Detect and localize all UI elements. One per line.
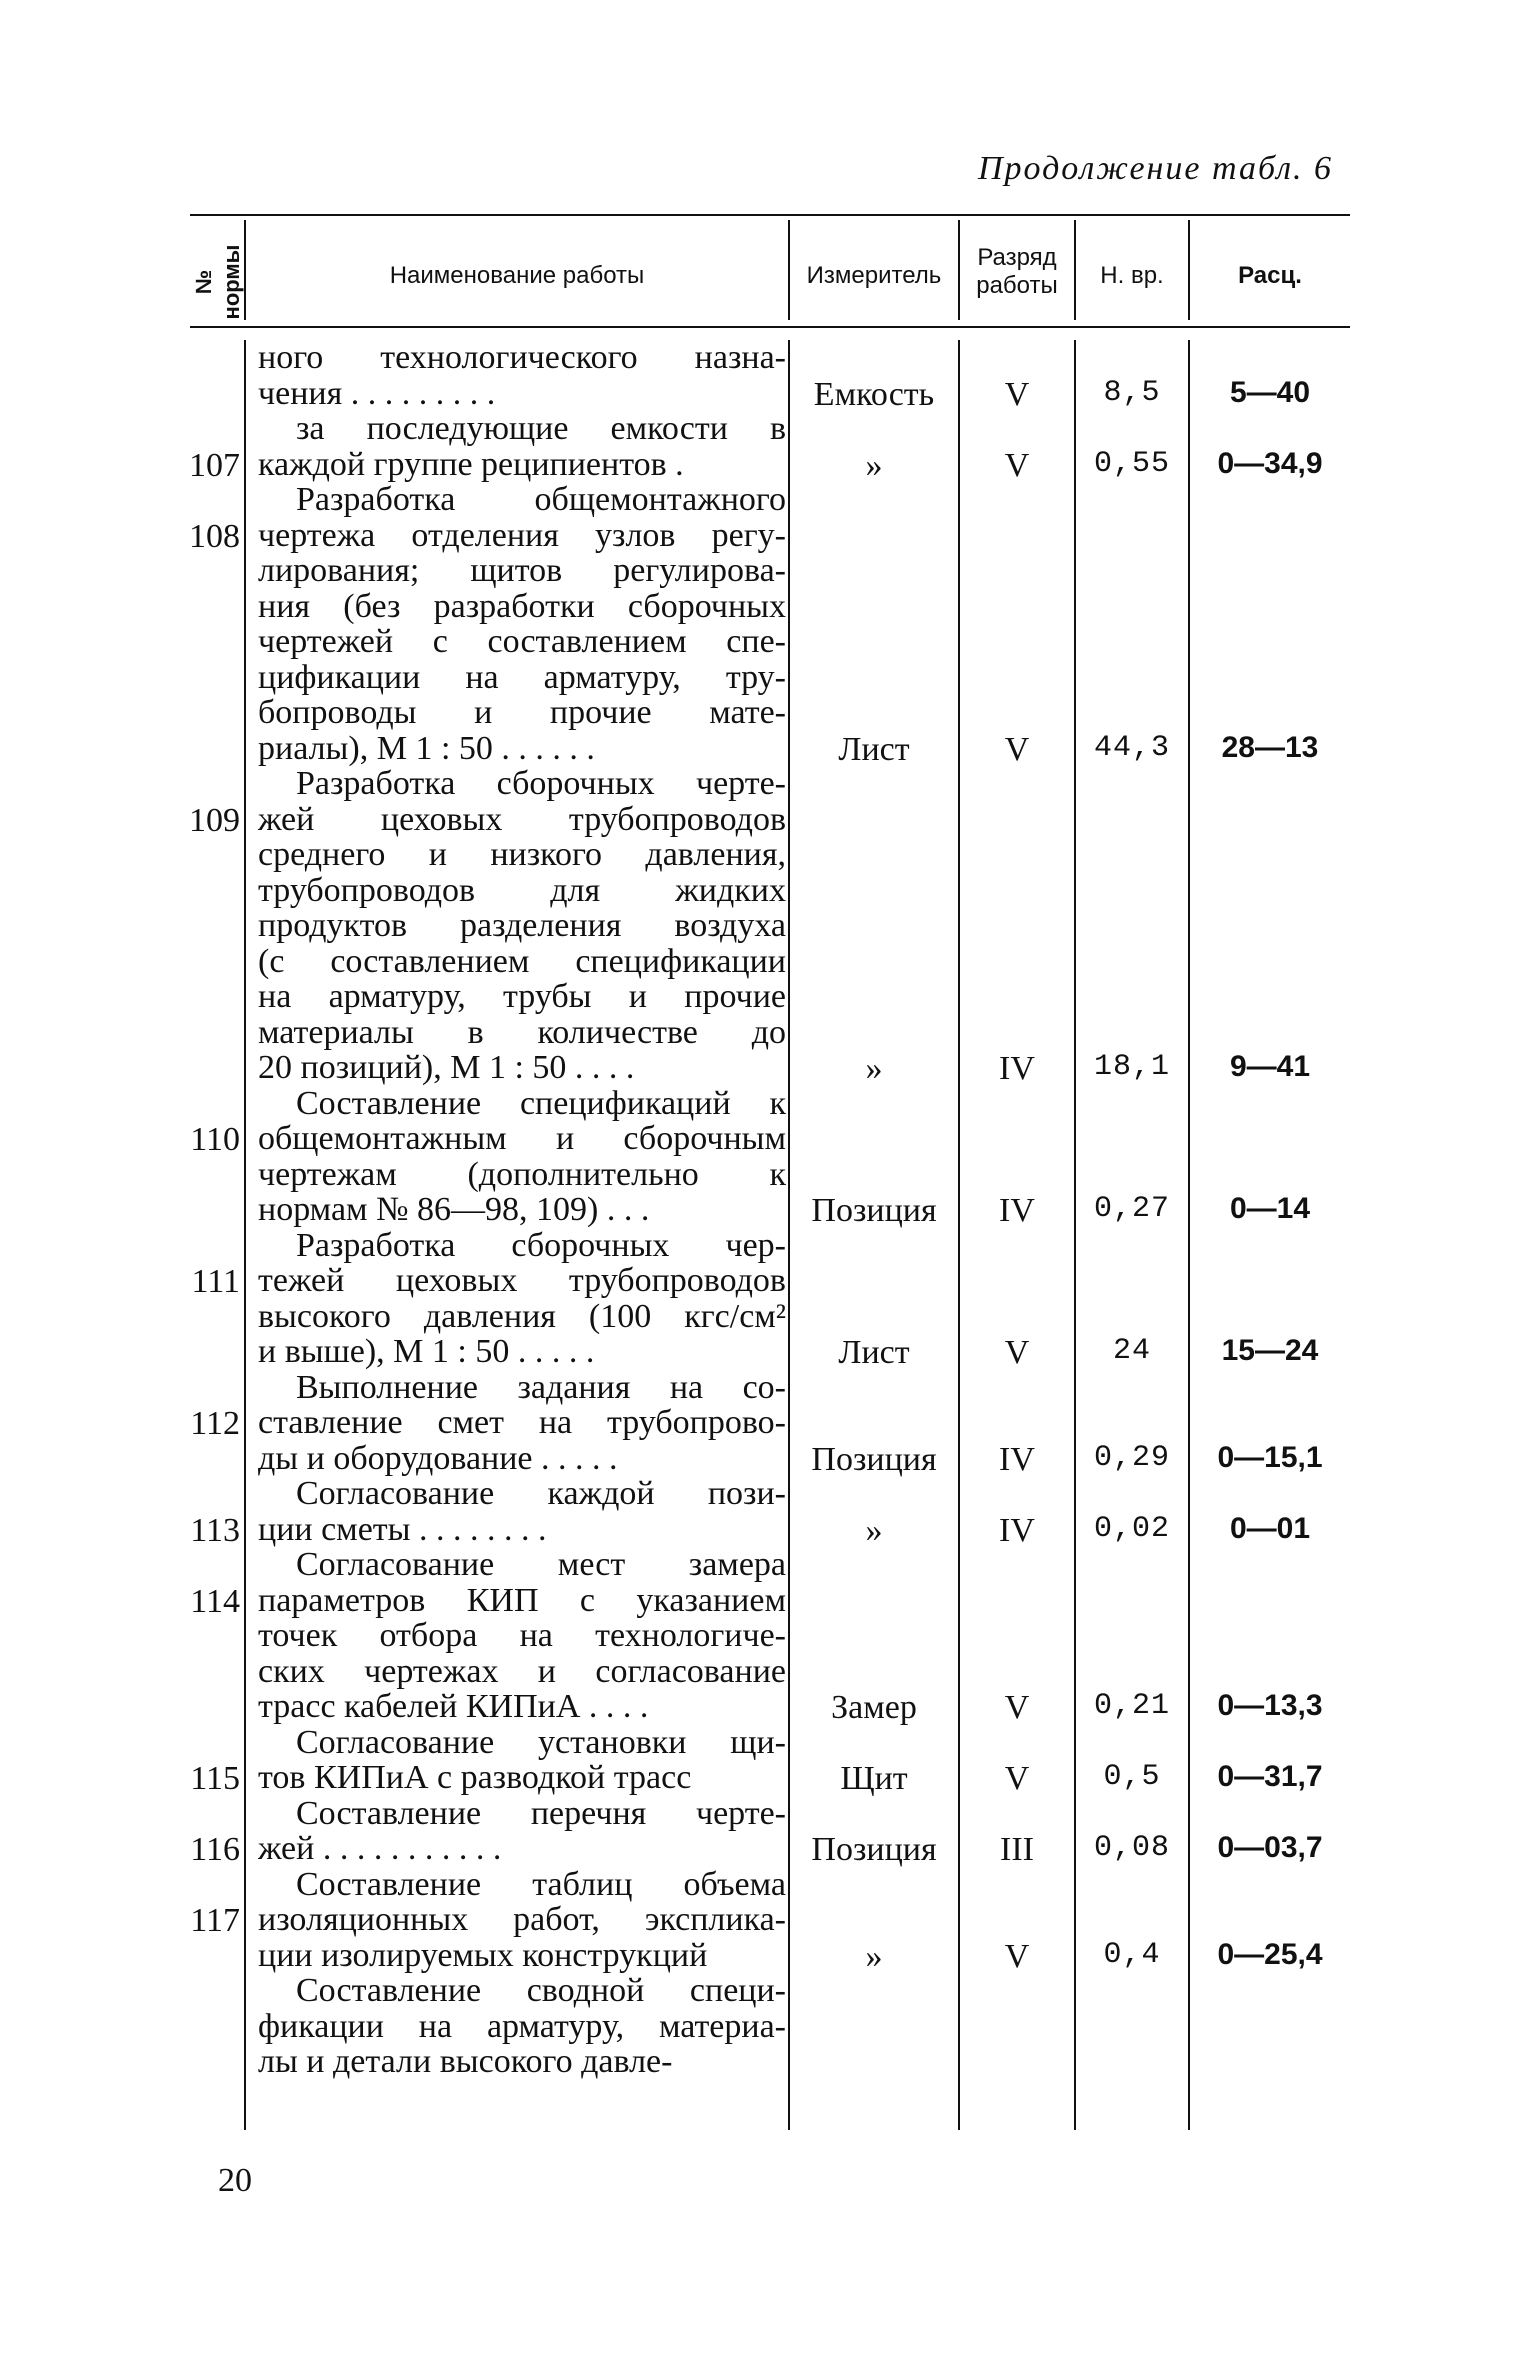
unit-cell: Щит (840, 1760, 908, 1797)
rate-cell: 0—34,9 (1217, 446, 1323, 480)
description-line: Согласование каждой пози- (296, 1475, 786, 1512)
norm-cell: 44,3 (1093, 730, 1170, 765)
row-number: 115 (190, 1760, 240, 1797)
unit-cell: Лист (838, 730, 910, 768)
unit-cell: » (865, 1511, 883, 1549)
description-line: бопроводы и прочие мате- (258, 694, 786, 731)
description-line: Согласование мест замера (296, 1546, 786, 1583)
description-line: каждой группе реципиентов . (258, 445, 684, 483)
description-line: Согласование установки щи- (296, 1723, 786, 1761)
description-line: жей . . . . . . . . . . . (258, 1830, 502, 1867)
description-line: параметров КИП с указанием (258, 1581, 786, 1619)
header-unit: Измеритель (806, 262, 942, 289)
grade-cell: V (1004, 730, 1030, 768)
description-line: продуктов разделения воздуха (258, 907, 786, 944)
rate-cell: 0—14 (1229, 1192, 1311, 1225)
rate-cell: 5—40 (1229, 375, 1311, 409)
unit-cell: Замер (831, 1689, 917, 1726)
rate-cell: 9—41 (1229, 1050, 1311, 1083)
unit-cell: Позиция (811, 1831, 937, 1868)
grade-cell: V (1004, 1334, 1030, 1371)
description-line: лы и детали высокого давле- (258, 2043, 673, 2080)
norm-cell: 24 (1112, 1334, 1151, 1368)
grade-cell: III (1000, 1831, 1034, 1868)
description-line: изоляционных работ, эксплика- (258, 1901, 786, 1938)
description-line: Составление сводной специ- (296, 1972, 786, 2009)
description-line: Выполнение задания на со- (296, 1368, 786, 1406)
unit-cell: Позиция (811, 1440, 937, 1478)
description-line: чертежа отделения узлов регу- (258, 516, 786, 554)
description-line: жей цеховых трубопроводов (258, 800, 786, 838)
rate-cell: 28—13 (1221, 730, 1319, 764)
description-line: за последующие емкости в (296, 410, 786, 447)
norm-cell: 0,08 (1093, 1831, 1170, 1865)
unit-cell: » (865, 1050, 883, 1087)
description-line: чертежей с составлением спе- (258, 623, 786, 660)
unit-cell: Лист (838, 1334, 910, 1371)
row-number: 109 (189, 801, 240, 839)
description-line: чертежам (дополнительно к (258, 1155, 786, 1193)
description-line: ских чертежах и согласование (258, 1652, 786, 1690)
header-grade-line2: работы (976, 272, 1058, 299)
row-number: 112 (190, 1405, 240, 1442)
header-top-rule (190, 214, 1350, 216)
unit-cell: » (865, 1937, 883, 1975)
description-line: Разработка сборочных черте- (296, 765, 786, 802)
description-line: ставление смет на трубопрово- (258, 1404, 786, 1441)
row-number: 116 (190, 1831, 240, 1868)
description-line: трубопроводов для жидких (258, 871, 786, 909)
body-col-divider (244, 340, 246, 2130)
norm-cell: 0,55 (1093, 446, 1170, 481)
description-line: риалы), М 1 : 50 . . . . . . (258, 729, 595, 767)
grade-cell: V (1004, 375, 1030, 413)
description-line: тов КИПиА с разводкой трасс (258, 1759, 692, 1796)
grade-cell: IV (999, 1511, 1035, 1549)
norm-cell: 0,29 (1093, 1440, 1170, 1475)
description-line: точек отбора на технологиче- (258, 1617, 786, 1654)
body-col-divider (958, 340, 960, 2130)
grade-cell: V (1004, 446, 1030, 484)
grade-cell: V (1004, 1760, 1030, 1797)
description-line: на арматуру, трубы и прочие (258, 978, 786, 1015)
description-line: нормам № 86—98, 109) . . . (258, 1191, 650, 1228)
row-number: 107 (189, 446, 240, 484)
rate-cell: 0—15,1 (1217, 1440, 1323, 1474)
description-line: (с составлением спецификации (258, 942, 786, 980)
description-line: фикации на арматуру, материа- (258, 2007, 786, 2045)
norm-cell: 18,1 (1093, 1050, 1170, 1084)
description-line: Разработка сборочных чер- (296, 1226, 786, 1264)
description-line: ния (без разработки сборочных (258, 587, 786, 625)
unit-cell: Емкость (813, 375, 935, 413)
rate-cell: 15—24 (1221, 1334, 1319, 1367)
row-number: 111 (191, 1263, 240, 1300)
grade-cell: V (1004, 1937, 1030, 1975)
table-caption: Продолжение табл. 6 (978, 150, 1334, 187)
description-line: среднего и низкого давления, (258, 836, 786, 873)
header-name: Наименование работы (389, 262, 645, 289)
rate-cell: 0—03,7 (1217, 1831, 1323, 1864)
description-line: Составление спецификаций к (296, 1084, 786, 1122)
description-line: высокого давления (100 кгс/см² (258, 1297, 786, 1335)
header-norm: Н. вр. (1100, 262, 1164, 289)
norm-cell: 0,27 (1093, 1192, 1170, 1226)
header-grade-line1: Разряд (977, 244, 1057, 271)
header-number: № нормы (191, 244, 244, 320)
rate-cell: 0—25,4 (1217, 1937, 1323, 1971)
description-line: ции сметы . . . . . . . . (258, 1510, 547, 1548)
description-line: 20 позиций), М 1 : 50 . . . . (258, 1049, 635, 1086)
grade-cell: V (1004, 1689, 1030, 1726)
description-line: чения . . . . . . . . . (258, 374, 496, 412)
description-line: Составление перечня черте- (296, 1794, 786, 1832)
unit-cell: » (865, 446, 883, 484)
description-line: и выше), М 1 : 50 . . . . . (258, 1333, 595, 1370)
description-line: тежей цеховых трубопроводов (258, 1262, 786, 1299)
row-number: 113 (190, 1511, 240, 1549)
unit-cell: Позиция (811, 1192, 937, 1229)
norm-cell: 0,4 (1103, 1937, 1161, 1972)
grade-cell: IV (999, 1192, 1035, 1229)
description-line: трасс кабелей КИПиА . . . . (258, 1688, 649, 1725)
description-line: лирования; щитов регулирова- (258, 552, 786, 589)
page-number: 20 (218, 2162, 252, 2199)
description-line: ного технологического назна- (258, 339, 786, 376)
header-rate: Расц. (1238, 262, 1302, 289)
description-line: Разработка общемонтажного (296, 481, 786, 518)
description-line: общемонтажным и сборочным (258, 1120, 786, 1157)
norm-cell: 0,02 (1093, 1511, 1170, 1546)
norm-cell: 8,5 (1103, 375, 1161, 410)
grade-cell: IV (999, 1440, 1035, 1478)
description-line: Составление таблиц объема (296, 1865, 786, 1903)
description-line: материалы в количестве до (258, 1013, 786, 1051)
row-number: 110 (190, 1121, 240, 1158)
description-line: ции изолируемых конструкций (258, 1936, 708, 1974)
rate-cell: 0—13,3 (1217, 1689, 1323, 1722)
rate-cell: 0—31,7 (1217, 1760, 1323, 1793)
row-number: 117 (190, 1902, 240, 1939)
header-bottom-rule (190, 326, 1350, 328)
row-number: 108 (189, 517, 240, 555)
norm-cell: 0,5 (1103, 1760, 1161, 1794)
rate-cell: 0—01 (1229, 1511, 1311, 1545)
description-line: ды и оборудование . . . . . (258, 1439, 618, 1477)
row-number: 114 (190, 1582, 240, 1620)
grade-cell: IV (999, 1050, 1035, 1087)
norm-cell: 0,21 (1093, 1689, 1170, 1723)
description-line: цификации на арматуру, тру- (258, 658, 786, 696)
